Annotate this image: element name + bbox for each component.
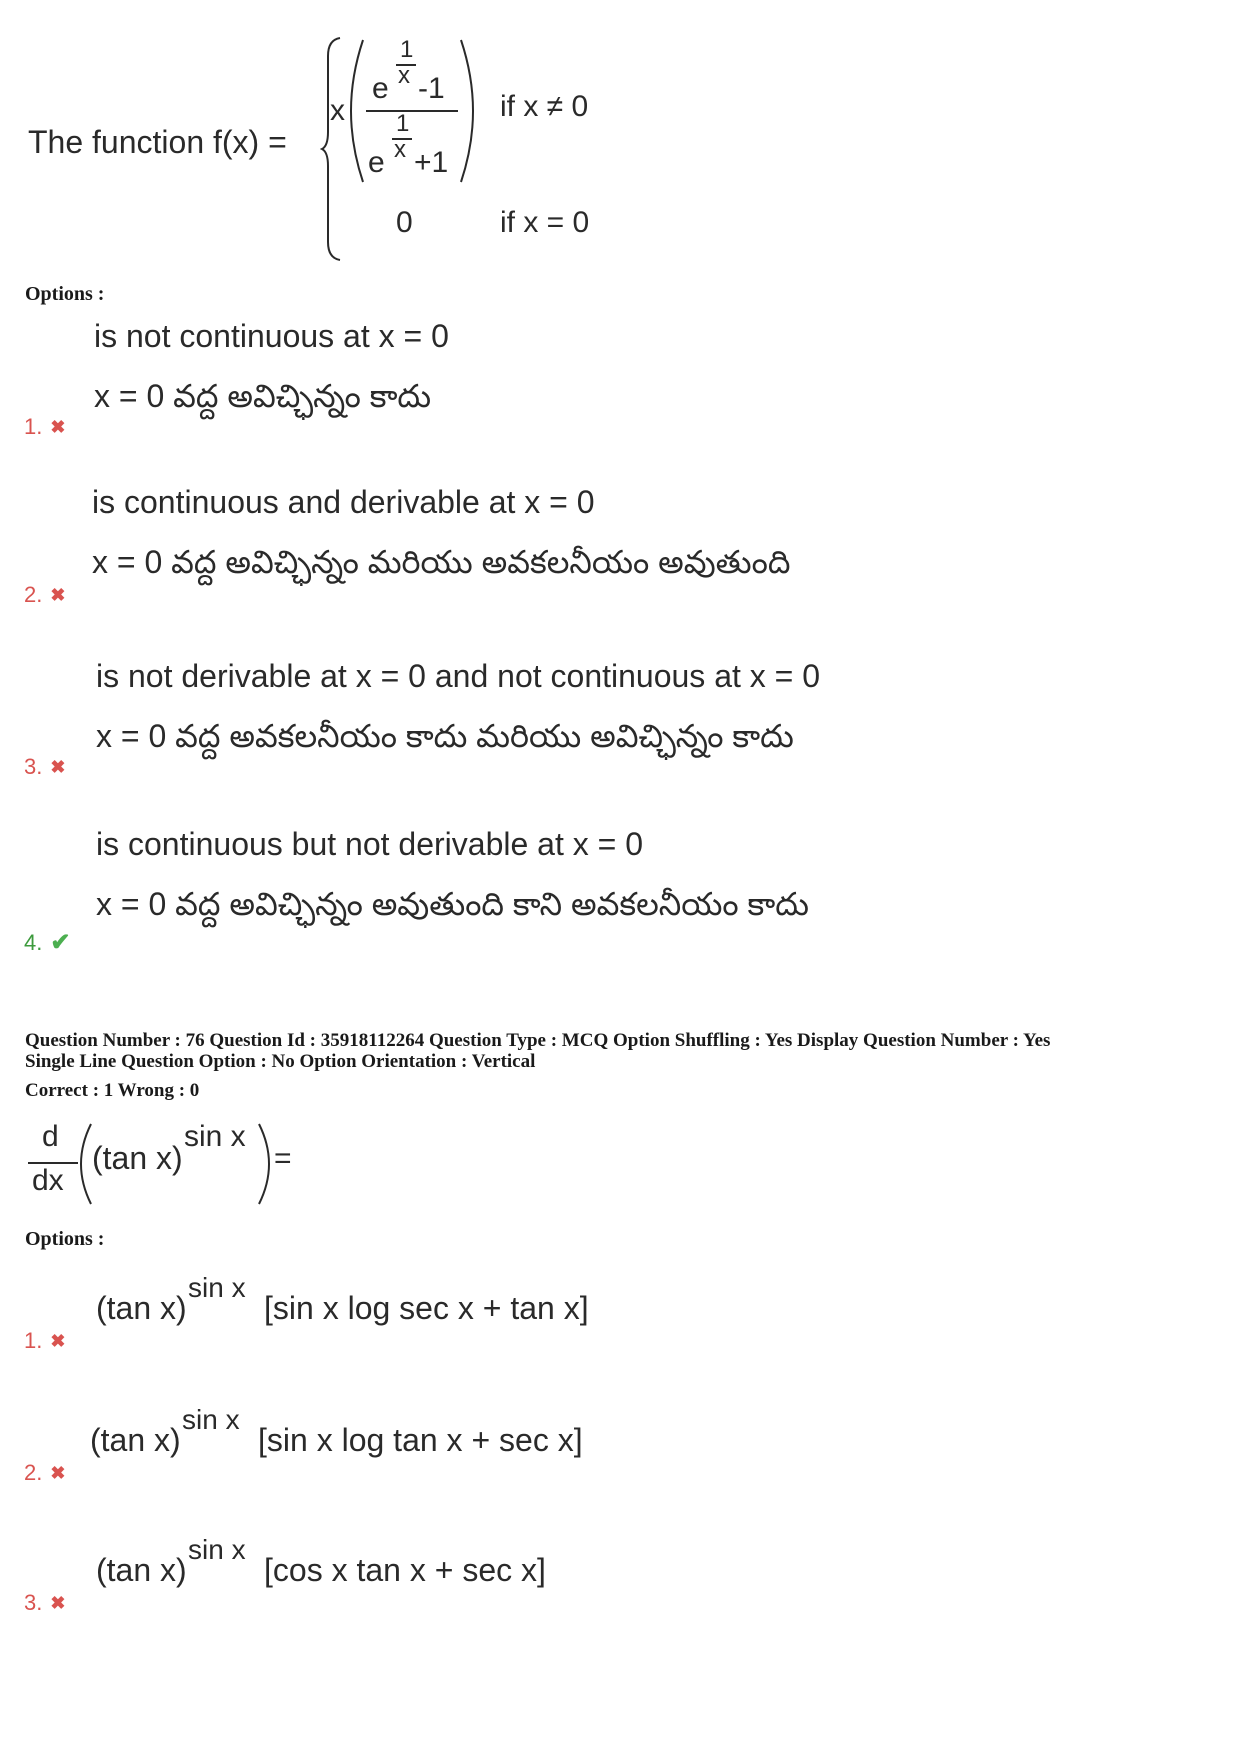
stem-base: (tan x)	[92, 1140, 183, 1176]
option-number: 3. ✖	[24, 1590, 66, 1615]
den-tail: +1	[414, 146, 449, 179]
q76-meta-line1: Question Number : 76 Question Id : 35918112264 Question Type : MCQ Option Shuffling : Yes Display Question Number : Yes	[25, 1030, 1051, 1051]
option-number: 2. ✖	[24, 1460, 66, 1485]
options-label-q76: Options :	[25, 1228, 105, 1250]
option-base: (tan x)	[90, 1422, 181, 1458]
option-text-english: is not continuous at x = 0	[94, 318, 449, 354]
option-base: (tan x)	[96, 1552, 187, 1588]
q75-option-2[interactable]	[20, 484, 1020, 614]
option-text-telugu: x = 0 వద్ద అవిచ్ఛిన్నం అవుతుంది కాని అవకలనీయం కాదు	[96, 886, 809, 922]
option-bracket: [sin x log sec x + tan x]	[264, 1290, 589, 1326]
q75-option-1[interactable]	[20, 318, 1020, 448]
piecewise-brace	[320, 36, 344, 262]
piece2-value: 0	[396, 206, 413, 239]
num-exp-denominator: x	[398, 62, 410, 89]
piece1-condition: if x ≠ 0	[500, 90, 589, 123]
piece2-condition: if x = 0	[500, 206, 590, 239]
main-fraction-bar	[366, 110, 458, 112]
den-base: e	[368, 146, 385, 179]
num-tail: -1	[418, 72, 445, 105]
option-exponent: sin x	[182, 1404, 240, 1435]
option-text-telugu: x = 0 వద్ద అవిచ్ఛిన్నం మరియు అవకలనీయం అవుతుంది	[92, 544, 791, 580]
option-text-telugu: x = 0 వద్ద అవకలనీయం కాదు మరియు అవిచ్ఛిన్నం కాదు	[96, 718, 794, 754]
cross-icon: ✖	[50, 1330, 66, 1351]
option-text-english: is continuous and derivable at x = 0	[92, 484, 595, 520]
option-number: 1. ✖	[24, 414, 66, 439]
q76-option-2[interactable]	[20, 1402, 1020, 1492]
options-label-q75: Options :	[25, 283, 105, 305]
cross-icon: ✖	[50, 1462, 66, 1483]
stem-prefix: The function f(x) =	[28, 124, 287, 160]
q76-option-1[interactable]	[20, 1270, 1020, 1360]
q76-meta-line2: Single Line Question Option : No Option Orientation : Vertical	[25, 1051, 536, 1072]
piece1-var: x	[330, 94, 345, 127]
stem-equals: =	[274, 1142, 292, 1175]
option-number: 1. ✖	[24, 1328, 66, 1353]
den-exp-denominator: x	[394, 136, 406, 163]
q75-option-3[interactable]	[20, 658, 1020, 788]
stem-right-paren	[256, 1122, 272, 1206]
piece1-left-paren	[348, 36, 366, 186]
q75-option-4[interactable]	[20, 826, 1020, 956]
option-exponent: sin x	[188, 1272, 246, 1303]
option-text-telugu: x = 0 వద్ద అవిచ్ఛిన్నం కాదు	[94, 378, 432, 414]
option-bracket: [cos x tan x + sec x]	[264, 1552, 546, 1588]
num-base: e	[372, 72, 389, 105]
deriv-denominator: dx	[32, 1164, 64, 1197]
q76-meta-line3: Correct : 1 Wrong : 0	[25, 1080, 200, 1101]
num-exp-numerator: 1	[400, 36, 414, 63]
option-number: 2. ✖	[24, 582, 66, 607]
check-icon: ✔	[50, 929, 71, 956]
option-number: 4. ✔	[24, 929, 71, 956]
den-exp-numerator: 1	[396, 110, 410, 137]
option-bracket: [sin x log tan x + sec x]	[258, 1422, 583, 1458]
piece1-right-paren	[458, 36, 476, 186]
stem-exponent: sin x	[184, 1120, 246, 1153]
q76-option-3[interactable]	[20, 1532, 1020, 1622]
option-text-english: is continuous but not derivable at x = 0	[96, 826, 644, 862]
question-76-stem	[24, 1120, 424, 1210]
question-75-stem	[28, 36, 728, 266]
option-number: 3. ✖	[24, 754, 66, 779]
option-text-english: is not derivable at x = 0 and not continuous at x = 0	[96, 658, 821, 694]
deriv-numerator: d	[42, 1120, 59, 1153]
option-base: (tan x)	[96, 1290, 187, 1326]
cross-icon: ✖	[50, 756, 66, 777]
cross-icon: ✖	[50, 1592, 66, 1613]
cross-icon: ✖	[50, 416, 66, 437]
option-exponent: sin x	[188, 1534, 246, 1565]
piece1-fraction	[366, 36, 458, 186]
cross-icon: ✖	[50, 584, 66, 605]
